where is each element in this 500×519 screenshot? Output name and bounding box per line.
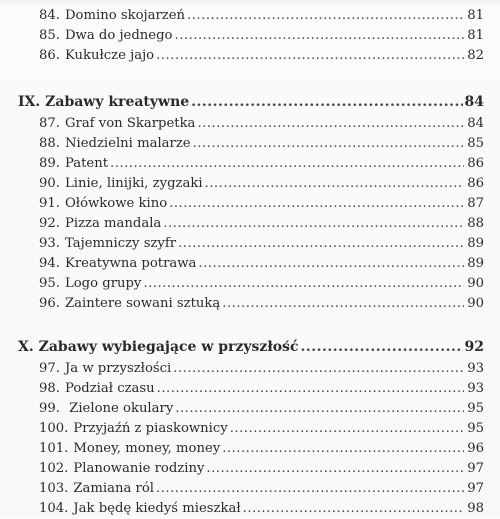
- toc-entry: [18, 134, 484, 154]
- toc-entry: [18, 439, 484, 459]
- dot-leader: [157, 379, 464, 399]
- section-gap: [18, 314, 484, 335]
- dot-leader: [205, 174, 464, 194]
- dot-leader: [243, 499, 464, 519]
- toc-entry-page: 90: [467, 276, 484, 291]
- dot-leader: [193, 134, 464, 154]
- toc-entry-page: 93: [467, 381, 484, 396]
- toc-entry-title: Money, money, money: [73, 441, 221, 456]
- dot-leader: [175, 26, 465, 46]
- dot-leader: [169, 194, 464, 214]
- chapter-title: X. Zabawy wybiegające w przyszłość: [18, 339, 299, 355]
- toc-entry-title: Domino skojarzeń: [64, 8, 186, 23]
- toc-entry: [18, 479, 484, 499]
- toc-entry-title: Ja w przyszłości: [64, 361, 172, 376]
- toc-entry: [18, 114, 484, 134]
- toc-entry: [18, 274, 484, 294]
- dot-leader: [230, 419, 464, 439]
- toc-entry: [18, 174, 484, 194]
- dot-leader: [173, 359, 464, 379]
- toc-entry: [18, 499, 484, 519]
- dot-leader: [178, 234, 464, 254]
- toc-entry-page: 98: [467, 501, 484, 516]
- chapter-title: IX. Zabawy kreatywne: [18, 94, 190, 110]
- toc-entry-number: 86.: [39, 48, 60, 63]
- toc-entry-page: 86: [467, 156, 484, 171]
- chapter-page: 92: [464, 339, 484, 355]
- toc-entry-number: 84.: [39, 8, 60, 23]
- toc-entry-page: 97: [467, 481, 484, 496]
- toc-entry: [18, 154, 484, 174]
- chapter-heading: [18, 335, 484, 359]
- toc-entry-number: 90.: [39, 176, 60, 191]
- dot-leader: [206, 459, 464, 479]
- toc-entry: [18, 6, 484, 26]
- toc-entry: [18, 26, 484, 46]
- toc-entry-title: Patent: [64, 156, 109, 171]
- toc-entry-number: 93.: [39, 236, 60, 251]
- chapter-heading: [18, 90, 484, 114]
- toc-entry-title: Graf von Skarpetka: [64, 116, 196, 131]
- toc-entry: [18, 234, 484, 254]
- dot-leader: [156, 46, 464, 66]
- section-gap: [18, 66, 484, 90]
- toc-entry-page: 87: [467, 196, 484, 211]
- toc-entry: [18, 294, 484, 314]
- toc-entry-title: Ołówkowe kino: [64, 196, 168, 211]
- toc-entry-page: 84: [467, 116, 484, 131]
- dot-leader: [222, 294, 464, 314]
- toc-entry-number: 89.: [39, 156, 60, 171]
- toc-entry-title: Zaintere sowani sztuką: [64, 296, 221, 311]
- table-of-contents: [18, 6, 484, 519]
- toc-entry-number: 98.: [39, 381, 60, 396]
- dot-leader: [222, 439, 464, 459]
- toc-entry-number: 88.: [39, 136, 60, 151]
- dot-leader: [143, 274, 464, 294]
- toc-entry-page: 89: [467, 256, 484, 271]
- toc-entry-number: 87.: [39, 116, 60, 131]
- dot-leader: [156, 479, 464, 499]
- toc-entry: [18, 214, 484, 234]
- toc-entry-page: 96: [467, 441, 484, 456]
- toc-entry-page: 95: [467, 421, 484, 436]
- toc-entry-page: 81: [467, 8, 484, 23]
- dot-leader: [110, 154, 464, 174]
- toc-entry-number: 103.: [39, 481, 69, 496]
- toc-entry: [18, 399, 484, 419]
- toc-entry: [18, 46, 484, 66]
- dot-leader: [191, 90, 462, 114]
- toc-entry-title: Logo grupy: [64, 276, 142, 291]
- toc-entry-title: Pizza mandala: [64, 216, 162, 231]
- toc-entry-page: 82: [467, 48, 484, 63]
- toc-entry-page: 85: [467, 136, 484, 151]
- toc-entry-number: 96.: [39, 296, 60, 311]
- toc-entry-number: 91.: [39, 196, 60, 211]
- toc-entry-title: Niedzielni malarze: [64, 136, 191, 151]
- toc-entry-page: 90: [467, 296, 484, 311]
- dot-leader: [198, 254, 464, 274]
- toc-entry-title: Kukułcze jajo: [64, 48, 155, 63]
- dot-leader: [300, 335, 462, 359]
- toc-entry-title: Podział czasu: [64, 381, 155, 396]
- toc-entry-title: Przyjaźń z piaskownicy: [73, 421, 228, 436]
- dot-leader: [197, 114, 464, 134]
- toc-entry: [18, 194, 484, 214]
- toc-entry-page: 88: [467, 216, 484, 231]
- toc-entry-page: 81: [467, 28, 484, 43]
- toc-entry-page: 95: [467, 401, 484, 416]
- toc-entry-title: Zamiana ról: [73, 481, 154, 496]
- toc-entry-title: Tajemniczy szyfr: [64, 236, 177, 251]
- toc-entry-number: 85.: [39, 28, 60, 43]
- toc-entry: [18, 359, 484, 379]
- toc-entry-number: 95.: [39, 276, 60, 291]
- toc-entry-number: 102.: [39, 461, 69, 476]
- toc-entry-page: 89: [467, 236, 484, 251]
- toc-entry-number: 101.: [39, 441, 69, 456]
- dot-leader: [175, 399, 464, 419]
- toc-entry-page: 86: [467, 176, 484, 191]
- toc-entry-title: Zielone okulary: [64, 401, 174, 416]
- toc-entry-number: 100.: [39, 421, 69, 436]
- dot-leader: [163, 214, 464, 234]
- toc-entry-number: 99.: [39, 401, 60, 416]
- chapter-page: 84: [464, 94, 484, 110]
- toc-entry: [18, 459, 484, 479]
- dot-leader: [187, 6, 464, 26]
- toc-entry-page: 93: [467, 361, 484, 376]
- toc-entry-number: 97.: [39, 361, 60, 376]
- toc-entry-number: 104.: [39, 501, 69, 516]
- toc-entry: [18, 379, 484, 399]
- toc-entry-page: 97: [467, 461, 484, 476]
- toc-entry-number: 92.: [39, 216, 60, 231]
- toc-entry-title: Dwa do jednego: [64, 28, 173, 43]
- toc-entry-title: Kreatywna potrawa: [64, 256, 197, 271]
- toc-entry: [18, 254, 484, 274]
- toc-entry-title: Jak będę kiedyś mieszkał: [73, 501, 241, 516]
- toc-entry-title: Planowanie rodziny: [73, 461, 205, 476]
- toc-entry-number: 94.: [39, 256, 60, 271]
- toc-entry-title: Linie, linijki, zygzaki: [64, 176, 203, 191]
- toc-entry: [18, 419, 484, 439]
